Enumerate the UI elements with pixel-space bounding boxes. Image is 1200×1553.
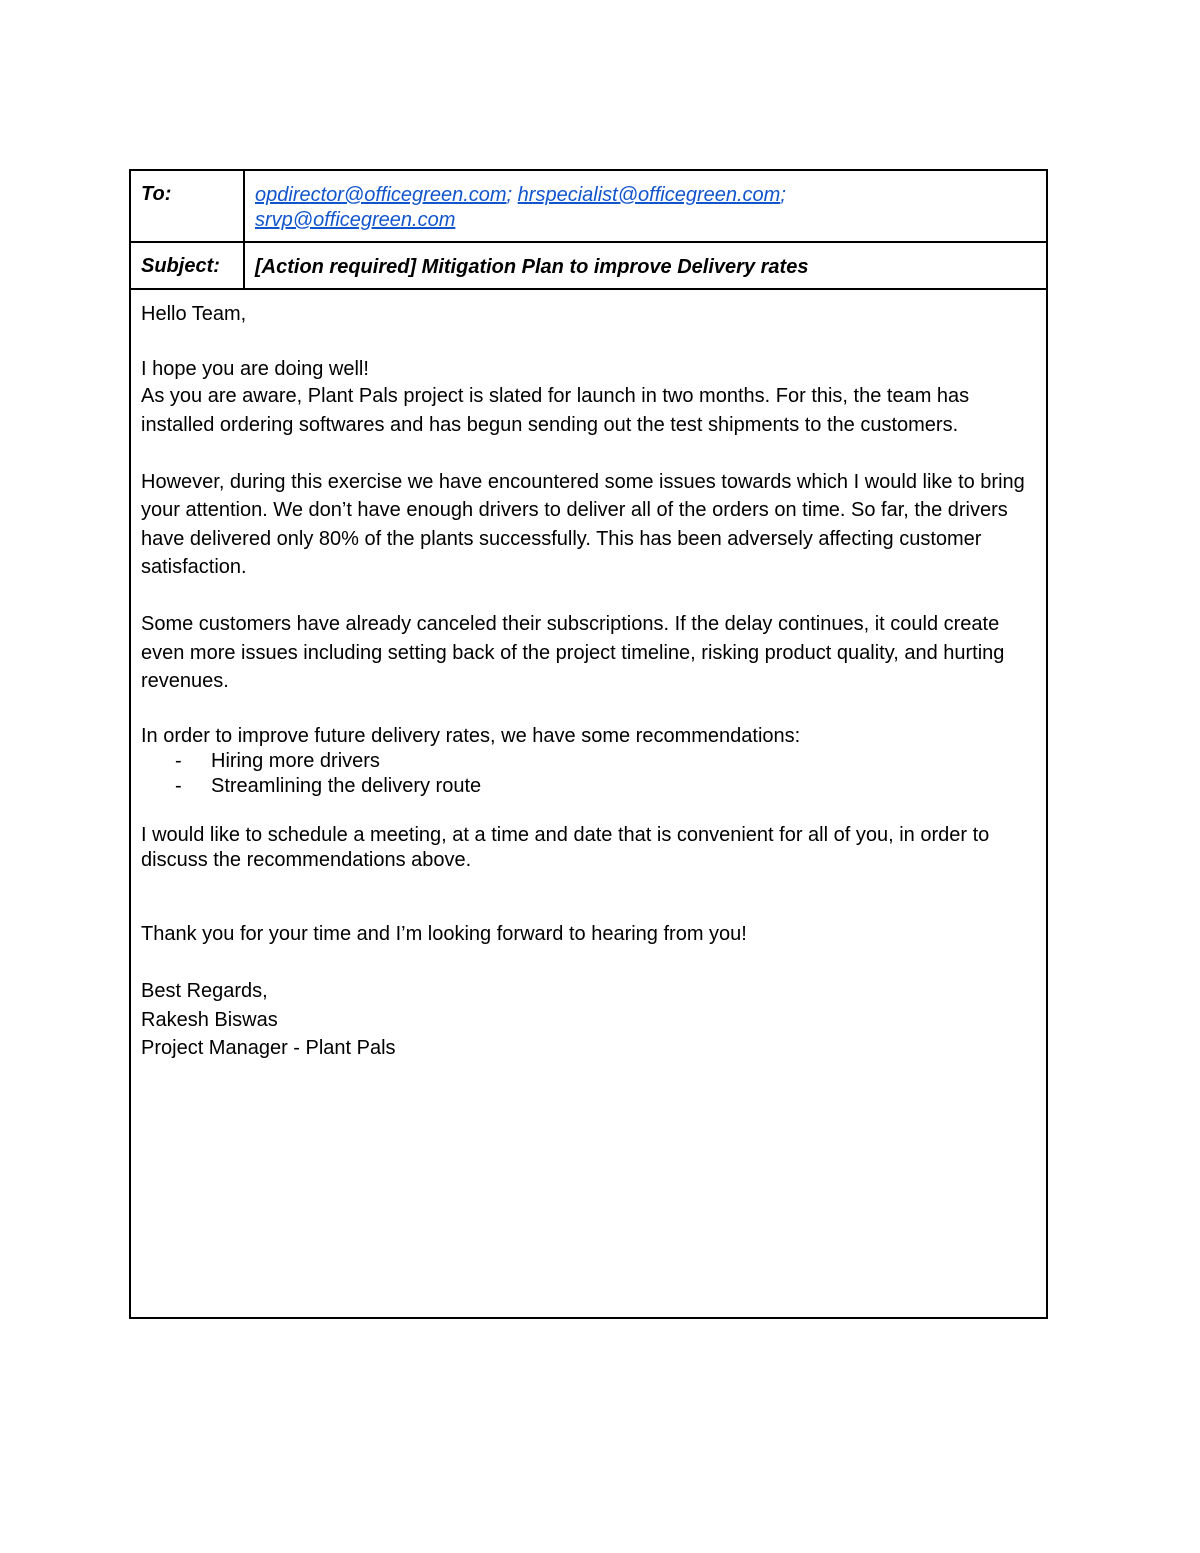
recommendations-list xyxy=(141,749,1046,799)
recipient-separator: ; xyxy=(780,184,786,206)
greeting: Hello Team, xyxy=(141,303,247,325)
recipient-separator: ; xyxy=(506,184,513,206)
subject-label: Subject: xyxy=(131,243,245,288)
recipient-link[interactable]: opdirector@officegreen.com xyxy=(255,184,507,206)
paragraph-recommendations-intro: In order to improve future delivery rates, we have some recommendations: xyxy=(141,725,801,747)
paragraph-issues: However, during this exercise we have encountered some issues towards which I would like to bring your attention. We don’t have enough drivers to deliver all of the orders on time. So far, the drivers have delivered only 80% of the plants successfully. This has been adversely affecting customer satisfaction. xyxy=(141,470,1025,578)
paragraph-context: As you are aware, Plant Pals project is slated for launch in two months. For this, the team has installed ordering softwares and has begun sending out the test shipments to the customers. xyxy=(141,385,970,436)
list-item-text: Streamlining the delivery route xyxy=(211,775,482,797)
recipient-link[interactable]: hrspecialist@officegreen.com xyxy=(517,184,781,206)
to-label: To: xyxy=(131,171,245,241)
subject-row xyxy=(131,243,1046,290)
email-form xyxy=(129,169,1048,1319)
paragraph-thanks: Thank you for your time and I’m looking forward to hearing from you! xyxy=(141,923,747,945)
paragraph-meeting: I would like to schedule a meeting, at a time and date that is convenient for all of you, in order to discuss the recommendations above. xyxy=(141,824,990,871)
recipient-link[interactable]: srvp@officegreen.com xyxy=(255,209,456,231)
bullet-dash: - xyxy=(175,775,182,797)
recipients-field xyxy=(245,171,1046,241)
list-item-text: Hiring more drivers xyxy=(211,750,380,772)
sender-name: Rakesh Biswas xyxy=(141,1008,278,1031)
to-row xyxy=(131,171,1046,243)
email-body xyxy=(131,290,1046,1317)
sender-title: Project Manager - Plant Pals xyxy=(141,1037,396,1059)
bullet-dash: - xyxy=(175,750,182,772)
list-item xyxy=(141,749,1046,774)
signoff: Best Regards, xyxy=(141,980,268,1002)
subject-field: [Action required] Mitigation Plan to improve Delivery rates xyxy=(255,256,809,278)
list-item xyxy=(141,774,1046,799)
paragraph-opening: I hope you are doing well! xyxy=(141,358,369,380)
paragraph-impact: Some customers have already canceled their subscriptions. If the delay continues, it could create even more issues including setting back of the project timeline, risking product quality, and hurting revenues. xyxy=(141,613,1005,692)
